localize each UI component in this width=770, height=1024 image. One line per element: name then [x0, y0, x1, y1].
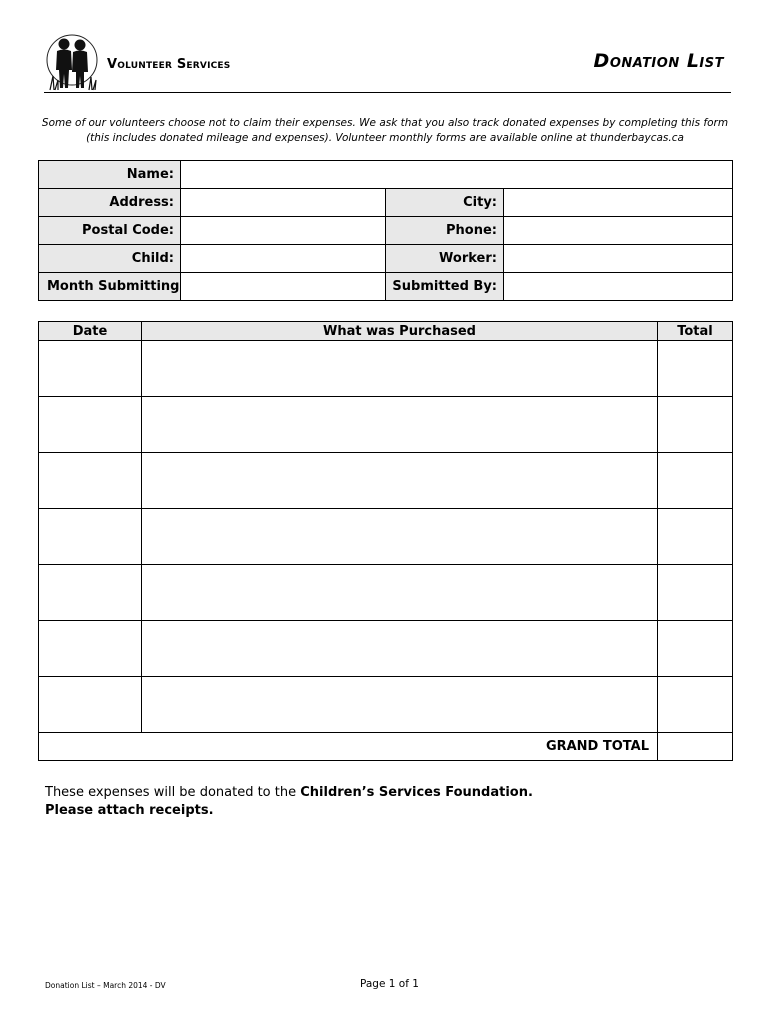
total-cell[interactable] [658, 397, 733, 453]
child-field[interactable] [181, 245, 386, 273]
purchased-cell[interactable] [142, 677, 658, 733]
footer-document-id: Donation List – March 2014 - DV [45, 981, 166, 990]
date-cell[interactable] [39, 341, 142, 397]
worker-label: Worker: [386, 245, 504, 273]
purchased-cell[interactable] [142, 397, 658, 453]
header-divider [44, 92, 731, 93]
donation-note [45, 784, 533, 820]
purchased-cell[interactable] [142, 565, 658, 621]
name-field[interactable] [181, 161, 733, 189]
expense-row [39, 677, 733, 733]
city-field[interactable] [504, 189, 733, 217]
expense-row [39, 341, 733, 397]
donation-note-text: These expenses will be donated to the [45, 785, 301, 800]
month-submitting-label: Month Submitting [39, 273, 181, 301]
total-column-header: Total [658, 322, 733, 341]
expense-row [39, 397, 733, 453]
worker-field[interactable] [504, 245, 733, 273]
document-title: Donation List [593, 50, 724, 72]
expense-header-row [39, 322, 733, 341]
info-row-month [39, 273, 733, 301]
city-label: City: [386, 189, 504, 217]
grand-total-label: GRAND TOTAL [39, 733, 658, 761]
postal-code-field[interactable] [181, 217, 386, 245]
name-label: Name: [39, 161, 181, 189]
date-cell[interactable] [39, 509, 142, 565]
purchased-cell[interactable] [142, 509, 658, 565]
info-row-name [39, 161, 733, 189]
expense-row [39, 509, 733, 565]
purchased-column-header: What was Purchased [142, 322, 658, 341]
organization-name: Volunteer Services [107, 57, 231, 72]
purchased-cell[interactable] [142, 453, 658, 509]
attach-receipts-text: Please attach receipts. [45, 803, 214, 818]
month-submitting-field[interactable] [181, 273, 386, 301]
page-number: Page 1 of 1 [360, 978, 419, 990]
total-cell[interactable] [658, 509, 733, 565]
expense-table [38, 321, 733, 761]
intro-line-2: (this includes donated mileage and expenses). Volunteer monthly forms are available online at thunderbaycas.ca [86, 132, 684, 144]
phone-label: Phone: [386, 217, 504, 245]
date-cell[interactable] [39, 453, 142, 509]
address-label: Address: [39, 189, 181, 217]
total-cell[interactable] [658, 565, 733, 621]
intro-text [40, 116, 730, 146]
foundation-name: Children’s Services Foundation. [300, 785, 533, 800]
purchased-cell[interactable] [142, 341, 658, 397]
date-cell[interactable] [39, 565, 142, 621]
total-cell[interactable] [658, 677, 733, 733]
total-cell[interactable] [658, 341, 733, 397]
total-cell[interactable] [658, 453, 733, 509]
submitted-by-field[interactable] [504, 273, 733, 301]
date-column-header: Date [39, 322, 142, 341]
volunteer-info-table [38, 160, 733, 301]
date-cell[interactable] [39, 677, 142, 733]
postal-code-label: Postal Code: [39, 217, 181, 245]
address-field[interactable] [181, 189, 386, 217]
phone-field[interactable] [504, 217, 733, 245]
expense-row [39, 621, 733, 677]
date-cell[interactable] [39, 397, 142, 453]
info-row-child [39, 245, 733, 273]
intro-line-1: Some of our volunteers choose not to claim their expenses. We ask that you also track donated expenses by completing this form [41, 117, 729, 129]
grand-total-row [39, 733, 733, 761]
child-label: Child: [39, 245, 181, 273]
expense-row [39, 453, 733, 509]
info-row-address [39, 189, 733, 217]
total-cell[interactable] [658, 621, 733, 677]
purchased-cell[interactable] [142, 621, 658, 677]
organization-logo [44, 30, 100, 94]
info-row-postal [39, 217, 733, 245]
grand-total-field[interactable] [658, 733, 733, 761]
date-cell[interactable] [39, 621, 142, 677]
expense-row [39, 565, 733, 621]
submitted-by-label: Submitted By: [386, 273, 504, 301]
